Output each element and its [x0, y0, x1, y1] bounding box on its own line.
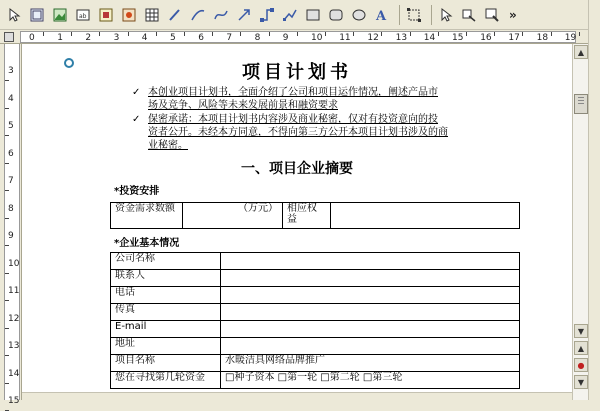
ruler-number: 1	[57, 33, 63, 43]
row-label-cell[interactable]: E-mail	[111, 321, 221, 338]
ruler-number: 13	[8, 341, 20, 351]
scroll-thumb[interactable]	[574, 94, 588, 114]
shape-frame-icon[interactable]	[96, 5, 116, 25]
pen-icon[interactable]	[165, 5, 185, 25]
ruler-number: 11	[8, 286, 20, 296]
toolbar-separator	[431, 5, 432, 25]
previous-page-button[interactable]: ▲	[574, 341, 588, 355]
ruler-number: 10	[8, 258, 20, 269]
scroll-up-button[interactable]: ▲	[574, 45, 588, 59]
grid-icon[interactable]	[142, 5, 162, 25]
link-icon[interactable]	[459, 5, 479, 25]
ruler-number: 8	[8, 203, 14, 214]
toolbar-more-button[interactable]: »	[509, 7, 517, 22]
ruler-tick	[5, 108, 9, 109]
ruler-tick	[156, 32, 157, 36]
ruler-number: 9	[8, 231, 14, 241]
table-row	[111, 304, 520, 321]
ruler-tick	[5, 135, 9, 136]
ruler-number: 7	[8, 176, 14, 186]
check-icon: ✓	[132, 87, 141, 98]
transform-icon[interactable]	[404, 5, 424, 25]
investment-table	[110, 202, 520, 229]
vertical-ruler[interactable]	[0, 44, 22, 406]
ruler-tick	[297, 32, 298, 36]
ruler-tick	[212, 32, 213, 36]
text-art-icon[interactable]	[372, 5, 392, 25]
ruler-origin-icon[interactable]	[4, 32, 14, 42]
ruler-tick	[5, 163, 9, 164]
image-frame-icon[interactable]	[50, 5, 70, 25]
ruler-tick	[381, 32, 382, 36]
check-icon: ✓	[132, 114, 141, 125]
ruler-number: 17	[508, 33, 520, 43]
document-title: 项目计划书	[242, 62, 352, 83]
ruler-number: 11	[339, 33, 351, 43]
row-value-cell[interactable]	[221, 321, 520, 338]
ruler-tick	[5, 355, 9, 356]
rounded-rect-icon[interactable]	[326, 5, 346, 25]
ruler-tick	[325, 32, 326, 36]
table-row	[111, 253, 520, 270]
row-label-cell[interactable]: 地址	[111, 338, 221, 355]
ruler-tick	[184, 32, 185, 36]
ruler-number: 15	[8, 396, 20, 406]
row-value-cell[interactable]	[221, 270, 520, 287]
ruler-tick	[269, 32, 270, 36]
line-icon[interactable]	[188, 5, 208, 25]
table-cell[interactable]: 相应权益	[283, 203, 331, 229]
ruler-number: 3	[113, 33, 120, 43]
document-page[interactable]	[22, 44, 572, 400]
ruler-number: 0	[29, 33, 35, 43]
row-label-cell[interactable]: 您在寻找第几轮资金	[111, 372, 221, 389]
ruler-tick	[128, 32, 129, 36]
table-cell[interactable]: （万元）	[183, 203, 283, 229]
ruler-number: 13	[395, 33, 408, 43]
pointer-icon[interactable]	[436, 5, 456, 25]
row-value-cell[interactable]	[221, 304, 520, 321]
scroll-down-button[interactable]: ▼	[574, 324, 588, 338]
company-info-table	[110, 252, 520, 389]
row-value-cell[interactable]	[221, 287, 520, 304]
intro-line-2: 场及竞争、风险等未来发展前景和融资要求	[148, 100, 338, 111]
ruler-number: 12	[8, 313, 20, 324]
rectangle-icon[interactable]	[303, 5, 323, 25]
table-cell[interactable]: 资金需求数额	[111, 203, 183, 229]
row-value-cell[interactable]	[221, 253, 520, 270]
ruler-number: 6	[8, 148, 14, 159]
row-label-cell[interactable]: 项目名称	[111, 355, 221, 372]
ruler-number: 8	[254, 33, 261, 43]
table-frame-icon[interactable]	[73, 5, 93, 25]
ruler-number: 12	[367, 33, 379, 43]
ruler-tick	[5, 190, 9, 191]
ruler-tick	[5, 328, 9, 329]
row-value-cell[interactable]: 水暖洁具网络品牌推广	[221, 355, 520, 372]
ruler-tick	[5, 80, 9, 81]
confidential-line-2: 资者公开。未经本方同意，不得向第三方公开本项目计划书涉及的商	[148, 127, 448, 138]
row-label-cell[interactable]: 联系人	[111, 270, 221, 287]
ruler-number: 5	[170, 33, 176, 43]
select-icon[interactable]	[4, 5, 24, 25]
horizontal-ruler-scale	[20, 31, 576, 43]
ruler-tick	[353, 32, 354, 36]
ruler-number: 3	[8, 66, 14, 76]
ruler-tick	[71, 32, 72, 36]
ruler-tick	[551, 32, 552, 36]
table-row	[111, 355, 520, 372]
ruler-tick	[5, 273, 9, 274]
table-row	[111, 287, 520, 304]
vertical-scrollbar[interactable]	[572, 44, 588, 400]
drawing-toolbar	[0, 0, 600, 30]
right-pane-edge	[588, 0, 600, 400]
ruler-tick	[5, 245, 9, 246]
table-row	[111, 270, 520, 287]
ruler-number: 18	[536, 33, 549, 43]
table-row	[111, 203, 520, 229]
confidential-line-3: 业秘密。	[148, 140, 188, 151]
ruler-number: 14	[8, 368, 20, 379]
ruler-tick	[522, 32, 523, 36]
row-label-cell[interactable]: 公司名称	[111, 253, 221, 270]
table-row	[111, 321, 520, 338]
ruler-number: 15	[452, 33, 464, 43]
row-label-cell[interactable]: 电话	[111, 287, 221, 304]
row-value-cell[interactable]	[221, 338, 520, 355]
ruler-number: 5	[8, 121, 14, 131]
next-page-button[interactable]: ▼	[574, 375, 588, 389]
ruler-tick	[43, 32, 44, 36]
vertical-ruler-scale	[4, 44, 20, 406]
ruler-tick	[240, 32, 241, 36]
ruler-number: 19	[564, 33, 577, 43]
ruler-tick	[5, 383, 9, 384]
curve-icon[interactable]	[211, 5, 231, 25]
svg-text:A: A	[376, 8, 387, 24]
ruler-number: 16	[480, 33, 492, 43]
row-label-cell[interactable]: 传真	[111, 304, 221, 321]
company-info-heading: *企业基本情况	[114, 238, 180, 249]
zoom-icon[interactable]	[482, 5, 502, 25]
toolbar-separator	[399, 5, 400, 25]
ruler-number: 6	[198, 33, 204, 43]
ruler-tick	[99, 32, 100, 36]
arrow-icon[interactable]	[234, 5, 254, 25]
row-value-cell[interactable]: □种子资本 □第一轮 □第二轮 □第三轮	[221, 372, 520, 389]
ruler-number: 4	[141, 33, 148, 43]
table-cell[interactable]	[331, 203, 520, 229]
polyline-icon[interactable]	[280, 5, 300, 25]
investment-heading: *投资安排	[114, 186, 160, 197]
browse-object-button[interactable]: ●	[574, 358, 588, 372]
horizontal-ruler[interactable]	[0, 30, 600, 44]
ruler-tick	[410, 32, 411, 36]
section-title: 一、项目企业摘要	[241, 161, 353, 177]
confidential-line-1: 保密承诺：本项目计划书内容涉及商业秘密，仅对有投资意向的投	[148, 114, 438, 125]
ruler-tick	[466, 32, 467, 36]
frame-icon[interactable]	[27, 5, 47, 25]
picture-icon[interactable]	[119, 5, 139, 25]
svg-text:ab: ab	[79, 12, 87, 20]
ruler-tick	[579, 32, 580, 36]
ruler-number: 10	[311, 33, 323, 43]
ruler-number: 9	[282, 33, 289, 43]
ruler-tick	[494, 32, 495, 36]
connector-icon[interactable]	[257, 5, 277, 25]
table-row	[111, 372, 520, 389]
ruler-number: 2	[85, 33, 92, 43]
ruler-tick	[5, 218, 9, 219]
ruler-tick	[5, 300, 9, 301]
ruler-number: 7	[226, 33, 233, 43]
table-row	[111, 338, 520, 355]
ellipse-icon[interactable]	[349, 5, 369, 25]
ruler-number: 4	[8, 93, 14, 104]
intro-line-1: 本创业项目计划书，全面介绍了公司和项目运作情况，阐述产品市	[148, 87, 438, 98]
horizontal-scrollbar[interactable]	[22, 392, 572, 400]
ruler-tick	[438, 32, 439, 36]
ruler-number: 14	[423, 33, 436, 43]
